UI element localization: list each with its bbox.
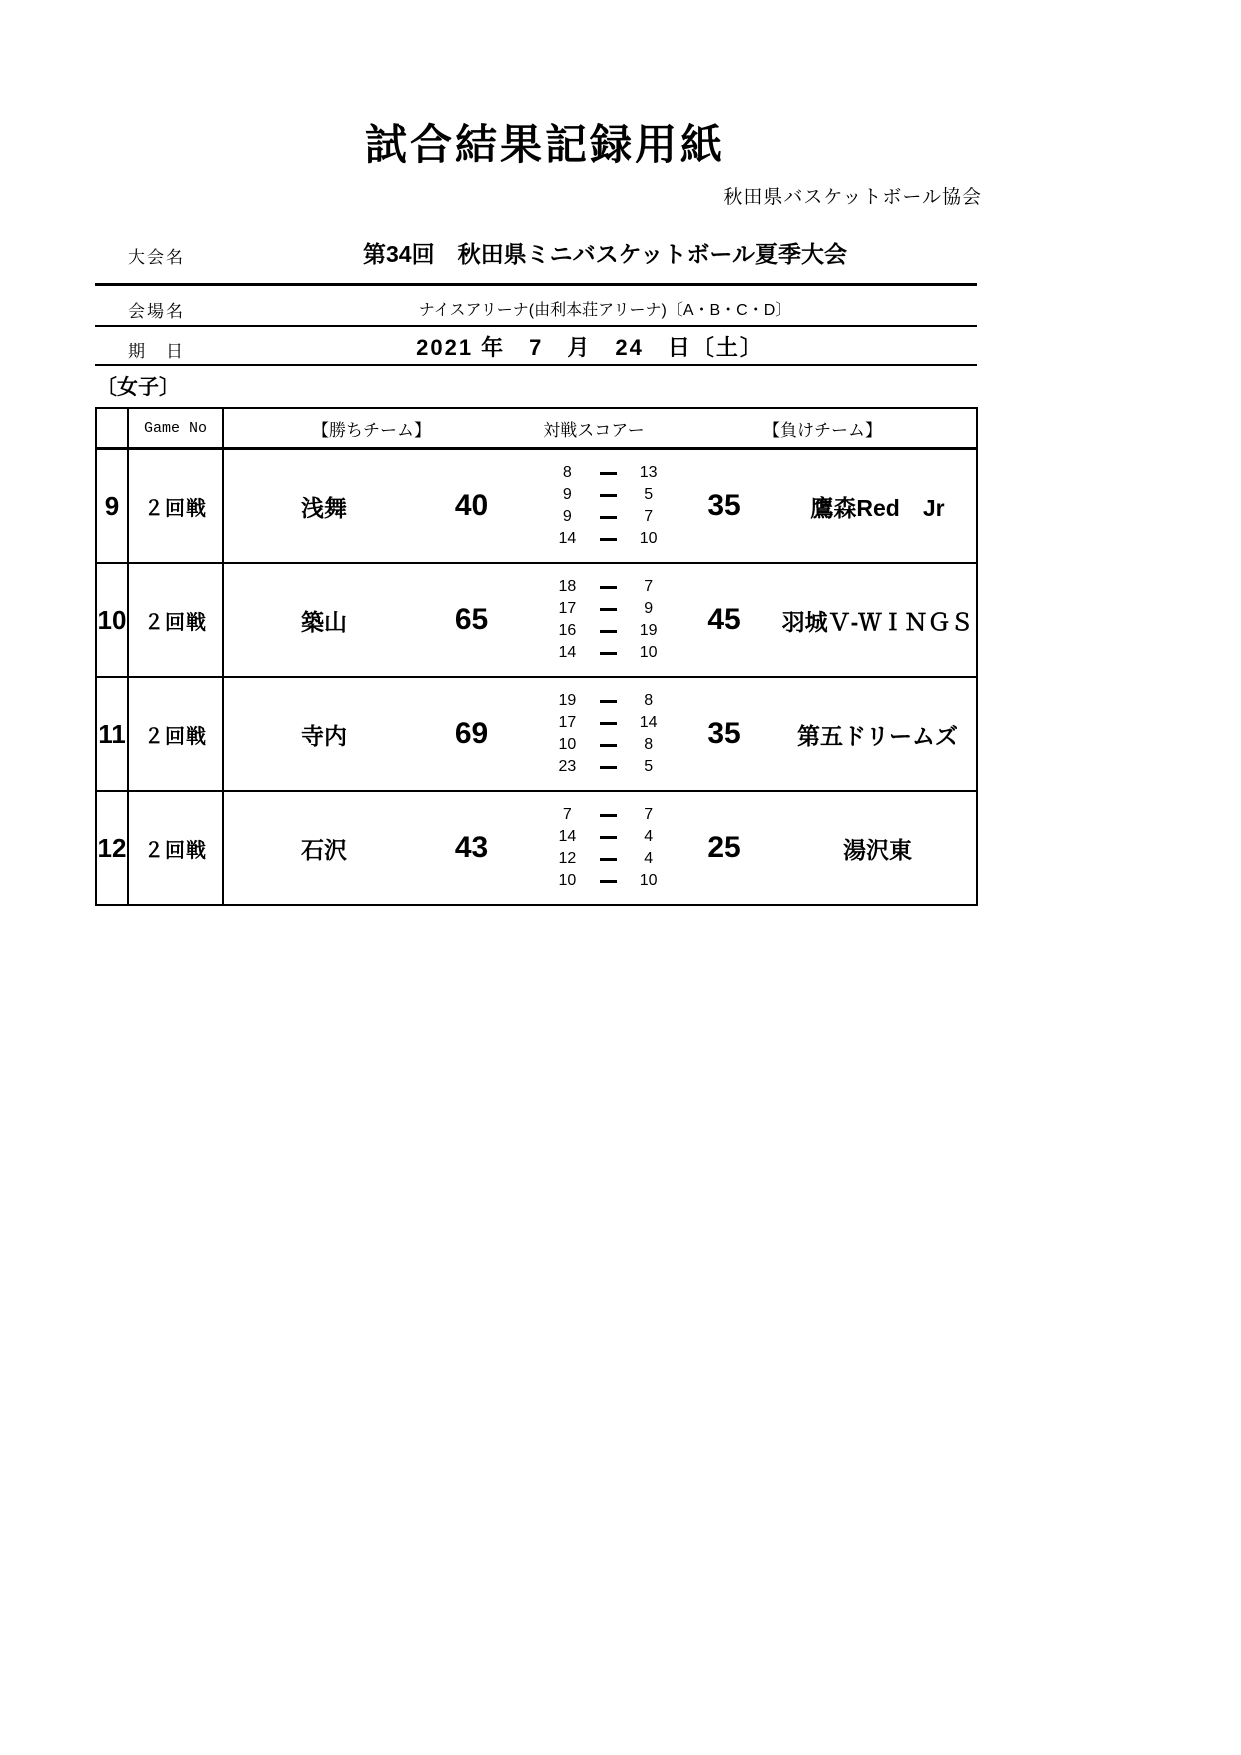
quarter-loser-points: 14 bbox=[639, 714, 658, 731]
score-dash-icon bbox=[588, 586, 629, 589]
score-dash-icon bbox=[588, 494, 629, 497]
divider bbox=[95, 325, 977, 327]
divider bbox=[95, 283, 977, 286]
tournament-name: 第34回 秋田県ミニバスケットボール夏季大会 bbox=[363, 241, 847, 267]
game-number: 10 bbox=[97, 564, 129, 676]
score-dash-icon bbox=[588, 744, 629, 747]
loser-score: 45 bbox=[707, 603, 741, 636]
winner-name: 浅舞 bbox=[301, 494, 347, 521]
divider bbox=[95, 364, 977, 366]
quarter-winner-points: 9 bbox=[562, 508, 572, 525]
loser-name: 湯沢東 bbox=[843, 836, 912, 863]
loser-score: 25 bbox=[707, 831, 741, 864]
quarter-winner-points: 16 bbox=[558, 622, 577, 639]
header-blank bbox=[97, 409, 129, 447]
quarter-winner-points: 14 bbox=[558, 828, 577, 845]
tournament-label: 大会名 bbox=[128, 248, 185, 267]
venue-label: 会場名 bbox=[128, 302, 185, 321]
score-dash-icon bbox=[588, 630, 629, 633]
quarter-scores bbox=[519, 678, 669, 790]
table-row bbox=[97, 792, 976, 904]
game-number: 11 bbox=[97, 678, 129, 790]
score-dash-icon bbox=[588, 858, 629, 861]
quarter-winner-points: 14 bbox=[558, 530, 577, 547]
quarter-line bbox=[519, 484, 669, 506]
quarter-line bbox=[519, 870, 669, 892]
header-score: 対戦スコアー bbox=[543, 420, 645, 440]
quarter-loser-points: 5 bbox=[644, 758, 654, 775]
score-dash-icon bbox=[588, 472, 629, 475]
header-game-no: Game No bbox=[129, 409, 224, 447]
quarter-line bbox=[519, 506, 669, 528]
quarter-loser-points: 10 bbox=[639, 644, 658, 661]
score-dash-icon bbox=[588, 880, 629, 883]
score-dash-icon bbox=[588, 608, 629, 611]
results-table bbox=[95, 407, 978, 906]
score-dash-icon bbox=[588, 652, 629, 655]
quarter-scores bbox=[519, 450, 669, 562]
quarter-loser-points: 10 bbox=[639, 872, 658, 889]
loser-score: 35 bbox=[707, 489, 741, 522]
quarter-line bbox=[519, 642, 669, 664]
quarter-scores bbox=[519, 792, 669, 904]
winner-score: 69 bbox=[454, 717, 489, 750]
loser-score: 35 bbox=[707, 717, 741, 750]
score-dash-icon bbox=[588, 516, 629, 519]
quarter-winner-points: 17 bbox=[558, 714, 577, 731]
table-row bbox=[97, 450, 976, 564]
table-row bbox=[97, 678, 976, 792]
quarter-loser-points: 4 bbox=[644, 850, 654, 867]
round-label: ２回戦 bbox=[129, 792, 224, 904]
quarter-winner-points: 7 bbox=[562, 806, 572, 823]
quarter-loser-points: 8 bbox=[644, 692, 654, 709]
quarter-loser-points: 8 bbox=[644, 736, 654, 753]
header-winner: 【勝ちチーム】 bbox=[312, 420, 431, 440]
winner-score: 40 bbox=[454, 489, 489, 522]
quarter-winner-points: 14 bbox=[558, 644, 577, 661]
table-row bbox=[97, 564, 976, 678]
quarter-winner-points: 19 bbox=[558, 692, 577, 709]
quarter-winner-points: 8 bbox=[562, 464, 572, 481]
header-loser: 【負けチーム】 bbox=[763, 420, 882, 440]
quarter-loser-points: 5 bbox=[644, 486, 654, 503]
game-number: 9 bbox=[97, 450, 129, 562]
quarter-loser-points: 7 bbox=[644, 806, 654, 823]
quarter-line bbox=[519, 576, 669, 598]
quarter-loser-points: 7 bbox=[644, 578, 654, 595]
quarter-loser-points: 10 bbox=[639, 530, 658, 547]
quarter-loser-points: 4 bbox=[644, 828, 654, 845]
date-label: 期 日 bbox=[128, 342, 185, 361]
score-dash-icon bbox=[588, 538, 629, 541]
score-dash-icon bbox=[588, 836, 629, 839]
venue-name: ナイスアリーナ(由利本荘アリーナ)〔A・B・C・D〕 bbox=[418, 302, 792, 319]
date-value: 2021 年 7 月 24 日〔土〕 bbox=[416, 335, 764, 360]
winner-score: 65 bbox=[454, 603, 489, 636]
quarter-winner-points: 18 bbox=[558, 578, 577, 595]
section-label-girls: 〔女子〕 bbox=[96, 376, 180, 399]
round-label: ２回戦 bbox=[129, 564, 224, 676]
loser-name: 羽城Ｖ-ＷＩＮＧＳ bbox=[781, 608, 974, 635]
score-dash-icon bbox=[588, 722, 629, 725]
quarter-loser-points: 13 bbox=[639, 464, 658, 481]
quarter-winner-points: 10 bbox=[558, 872, 577, 889]
table-header-row bbox=[97, 409, 976, 450]
quarter-line bbox=[519, 756, 669, 778]
quarter-winner-points: 9 bbox=[562, 486, 572, 503]
quarter-line bbox=[519, 848, 669, 870]
game-number: 12 bbox=[97, 792, 129, 904]
quarter-line bbox=[519, 804, 669, 826]
winner-name: 石沢 bbox=[301, 836, 347, 863]
page-title: 試合結果記録用紙 bbox=[364, 121, 725, 168]
quarter-scores bbox=[519, 564, 669, 676]
quarter-winner-points: 10 bbox=[558, 736, 577, 753]
quarter-winner-points: 23 bbox=[558, 758, 577, 775]
score-dash-icon bbox=[588, 814, 629, 817]
quarter-line bbox=[519, 620, 669, 642]
quarter-line bbox=[519, 598, 669, 620]
quarter-line bbox=[519, 528, 669, 550]
loser-name: 鷹森Red Jr bbox=[810, 494, 945, 521]
winner-score: 43 bbox=[454, 831, 489, 864]
quarter-line bbox=[519, 712, 669, 734]
loser-name: 第五ドリームズ bbox=[797, 722, 958, 749]
quarter-line bbox=[519, 734, 669, 756]
quarter-line bbox=[519, 690, 669, 712]
quarter-loser-points: 19 bbox=[639, 622, 658, 639]
round-label: ２回戦 bbox=[129, 678, 224, 790]
round-label: ２回戦 bbox=[129, 450, 224, 562]
winner-name: 寺内 bbox=[301, 722, 347, 749]
winner-name: 築山 bbox=[301, 608, 347, 635]
score-dash-icon bbox=[588, 766, 629, 769]
score-dash-icon bbox=[588, 700, 629, 703]
quarter-line bbox=[519, 462, 669, 484]
quarter-line bbox=[519, 826, 669, 848]
quarter-loser-points: 7 bbox=[644, 508, 654, 525]
quarter-winner-points: 12 bbox=[558, 850, 577, 867]
quarter-loser-points: 9 bbox=[644, 600, 654, 617]
quarter-winner-points: 17 bbox=[558, 600, 577, 617]
association-name: 秋田県バスケットボール協会 bbox=[723, 187, 982, 208]
